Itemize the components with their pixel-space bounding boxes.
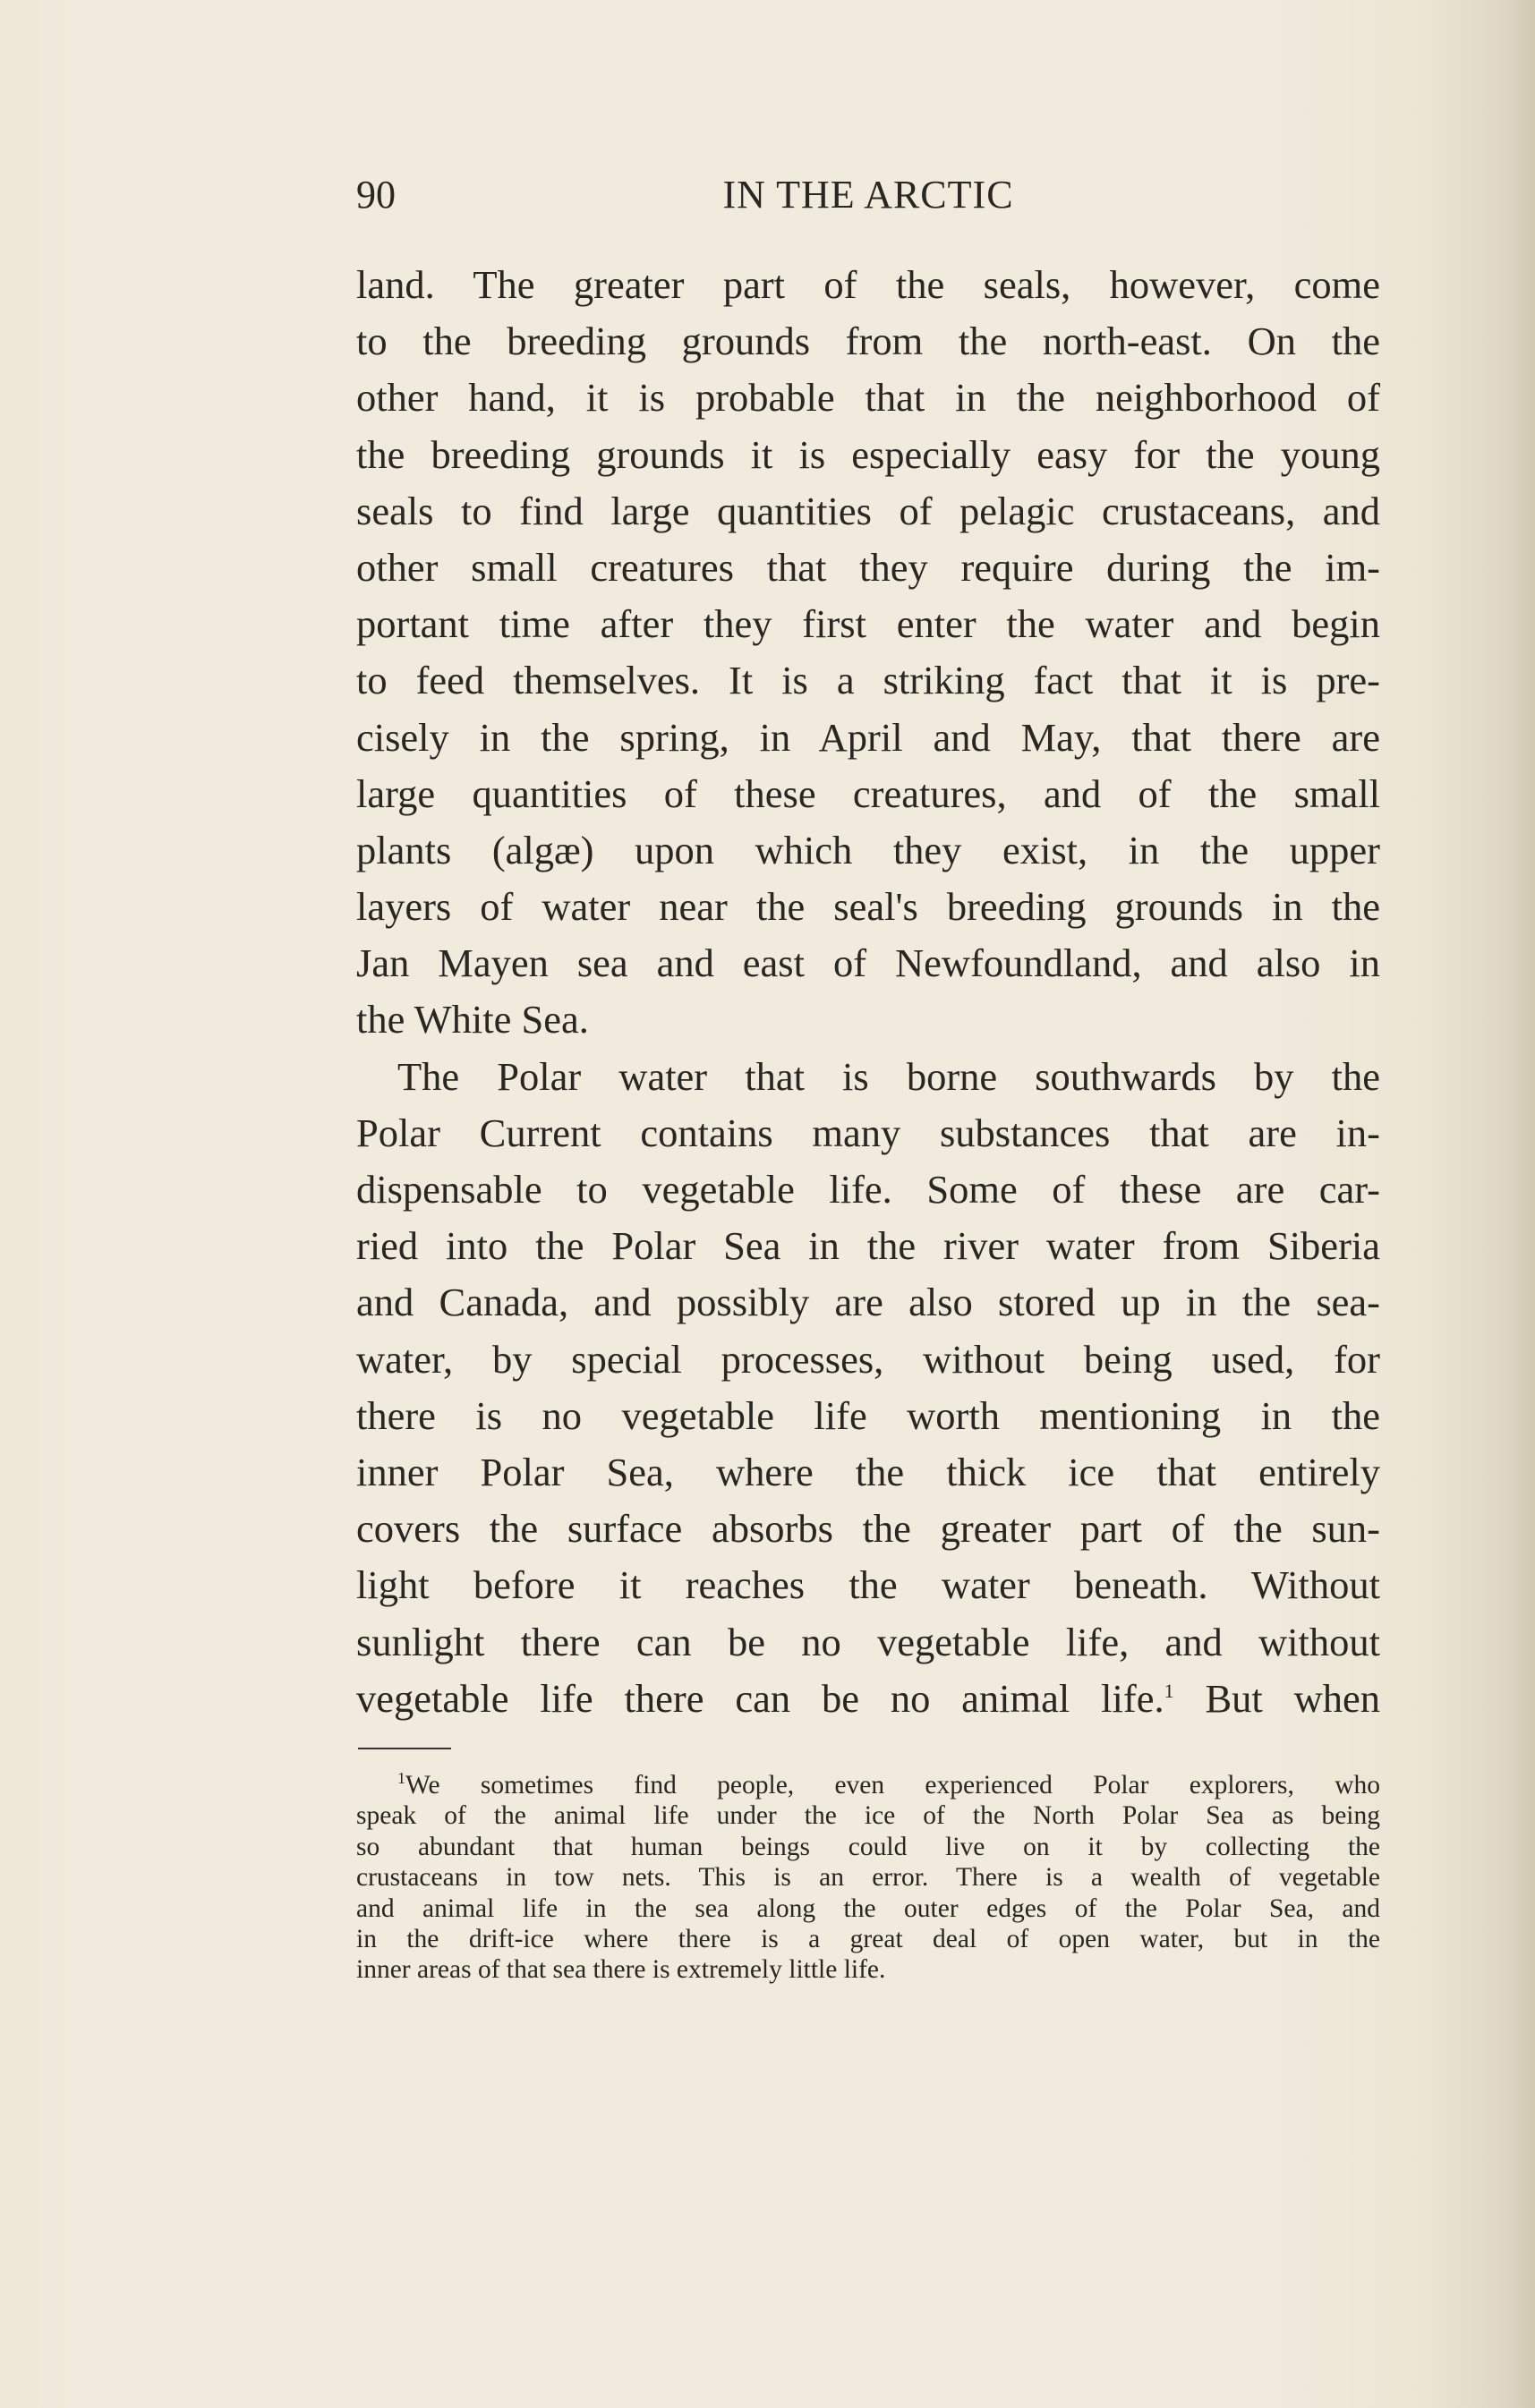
text-line: plants (algæ) upon which they exist, in the upper (356, 827, 1380, 872)
text-line: layers of water near the seal's breeding grounds in the (356, 884, 1380, 930)
text-line-with-footnote-ref (356, 1671, 1380, 1727)
text-fragment: We sometimes find people, even experienced Polar explorers, who (405, 1771, 1380, 1800)
text-line: large quantities of these creatures, and of the small (356, 770, 1380, 816)
text-line: dispensable to vegetable life. Some of these are car- (356, 1167, 1380, 1212)
footnote-divider (358, 1748, 451, 1749)
text-fragment: But when (1173, 1675, 1381, 1721)
footnote (356, 1770, 1380, 1986)
footnote-line: and animal life in the sea along the outer edges of the Polar Sea, and (356, 1893, 1380, 1923)
text-line: and Canada, and possibly are also stored up in the sea- (356, 1280, 1380, 1325)
footnote-line: crustaceans in tow nets. This is an error. There is a wealth of vegetable (356, 1863, 1380, 1893)
text-line: to feed themselves. It is a striking fact that it is pre- (356, 658, 1380, 703)
footnote-line: so abundant that human beings could live on it by collecting the (356, 1832, 1380, 1861)
text-line: land. The greater part of the seals, however, come (356, 262, 1380, 307)
text-line: seals to find large quantities of pelagic crustaceans, and (356, 488, 1380, 533)
text-line: the White Sea. (356, 997, 589, 1042)
text-line: portant time after they first enter the water and begin (356, 601, 1380, 647)
page-header (356, 168, 1380, 222)
running-head: IN THE ARCTIC (722, 173, 1014, 217)
text-line: the breeding grounds it is especially easy for the young (356, 431, 1380, 477)
footnote-line (356, 1770, 1380, 1800)
text-line: ried into the Polar Sea in the river water from Siberia (356, 1223, 1380, 1269)
text-line: cisely in the spring, in April and May, that there are (356, 714, 1380, 760)
text-line: sunlight there can be no vegetable life, and without (356, 1619, 1380, 1664)
text-line: covers the surface absorbs the greater part of the sun- (356, 1506, 1380, 1552)
footnote-line: in the drift-ice where there is a great deal of open water, but in the (356, 1924, 1380, 1953)
text-fragment: vegetable life there can be no animal life. (356, 1675, 1164, 1721)
text-line: there is no vegetable life worth mentioning in the (356, 1392, 1380, 1438)
text-line: other hand, it is probable that in the neighborhood of (356, 375, 1380, 421)
text-line: water, by special processes, without being used, for (356, 1336, 1380, 1382)
text-line: to the breeding grounds from the north-east. On the (356, 319, 1380, 364)
footnote-line: inner areas of that sea there is extremely little life. (356, 1955, 886, 1985)
footnote-line: speak of the animal life under the ice of the North Polar Sea as being (356, 1801, 1380, 1831)
page-number: 90 (356, 173, 396, 217)
text-line: light before it reaches the water beneath. Without (356, 1562, 1380, 1608)
footnote-reference[interactable]: 1 (1164, 1679, 1174, 1702)
text-line: The Polar water that is borne southwards by the (397, 1053, 1380, 1099)
text-line: inner Polar Sea, where the thick ice that entirely (356, 1449, 1380, 1494)
body-text (356, 257, 1380, 1727)
text-line: Jan Mayen sea and east of Newfoundland, and also in (356, 940, 1380, 986)
text-line: Polar Current contains many substances that are in- (356, 1110, 1380, 1155)
text-line: other small creatures that they require during the im- (356, 544, 1380, 590)
footnote-marker: 1 (397, 1769, 405, 1788)
